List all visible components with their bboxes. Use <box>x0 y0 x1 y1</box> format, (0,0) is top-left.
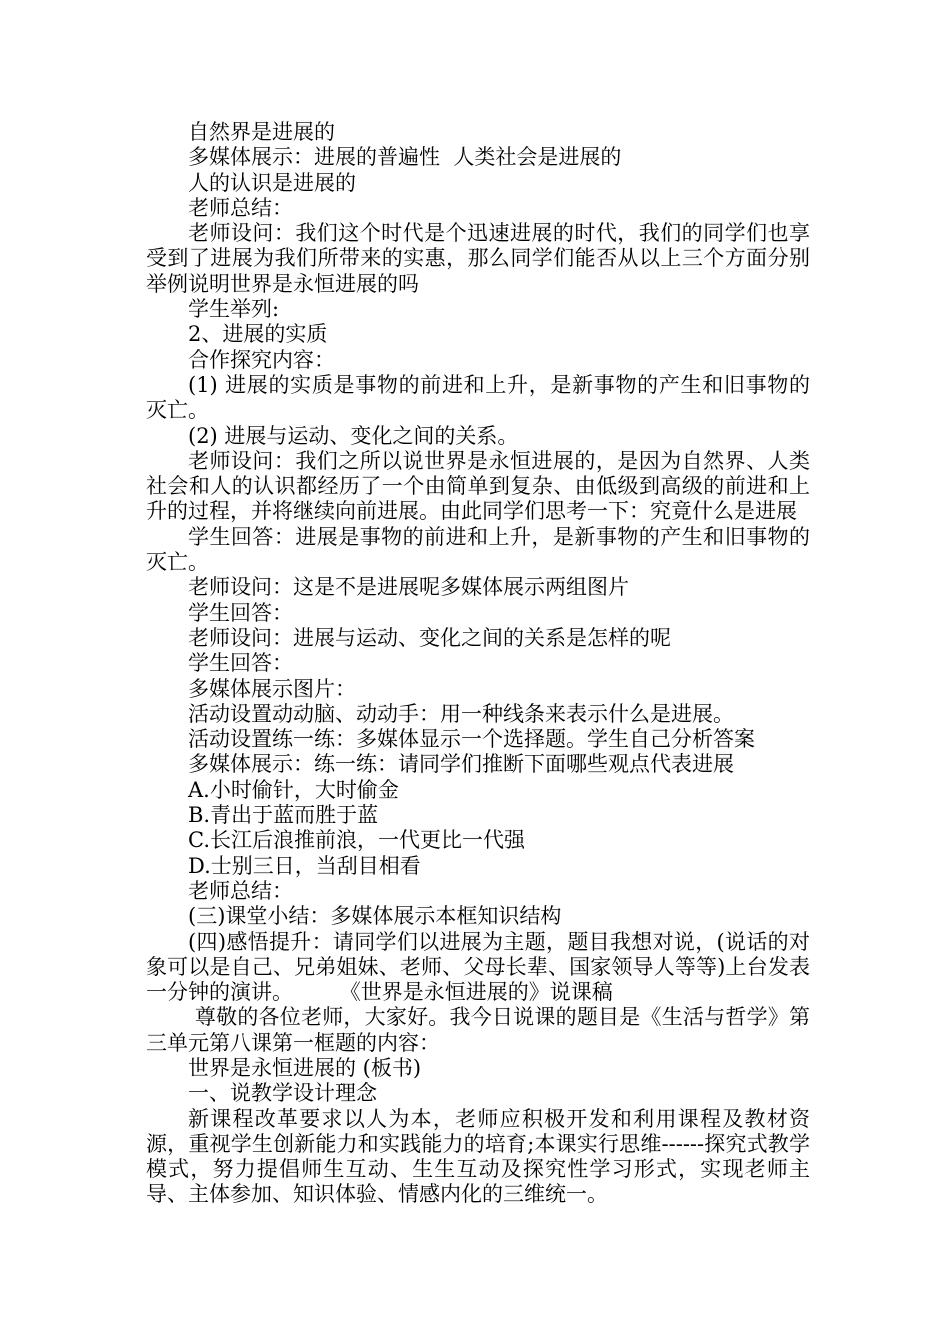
paragraph: 学生回答： <box>188 651 293 676</box>
paragraph: 老师设问：进展与运动、变化之间的关系是怎样的呢 <box>188 625 671 650</box>
option-a: A.小时偷针，大时偷金 <box>188 777 399 802</box>
paragraph: 多媒体展示：进展的普遍性 人类社会是进展的 <box>188 145 622 170</box>
paragraph: 多媒体展示：练一练：请同学们推断下面哪些观点代表进展 <box>188 752 734 777</box>
paragraph: 多媒体展示图片： <box>188 676 356 701</box>
paragraph: 老师设问：我们之所以说世界是永恒进展的，是因为自然界、人类社会和人的认识都经历了一个由简单到复杂、由低级到高级的前进和上升的过程，并将继续向前进展。由此同学们思考一下：究竟什么是进展 <box>146 448 810 524</box>
section-heading: 一、说教学设计理念 <box>188 1081 377 1106</box>
paragraph: 人的认识是进展的 <box>188 170 356 195</box>
paragraph: 学生回答：进展是事物的前进和上升，是新事物的产生和旧事物的灭亡。 <box>146 524 810 575</box>
paragraph: 自然界是进展的 <box>188 120 335 144</box>
paragraph: (四)感悟提升：请同学们以进展为主题，题目我想对说，(说话的对象可以是自己、兄弟姐妹、老师、父母长辈、国家领导人等等)上台发表一分钟的演讲。 《世界是永恒进展的》说课稿 <box>146 929 810 1005</box>
paragraph: 新课程改革要求以人为本，老师应积极开发和利用课程及教材资源，重视学生创新能力和实践能力的培育;本课实行思维------探究式教学模式，努力提倡师生互动、生生互动及探究性学习形式，实现老师主导、主体参加、知识体验、情感内化的三维统一。 <box>146 1106 810 1207</box>
paragraph: 学生举列: <box>188 297 280 322</box>
section-heading: 2、进展的实质 <box>188 322 328 347</box>
paragraph: 合作探究内容： <box>188 347 335 372</box>
paragraph: 老师总结： <box>188 195 293 220</box>
paragraph: 老师总结： <box>188 878 293 903</box>
paragraph: (1) 进展的实质是事物的前进和上升，是新事物的产生和旧事物的灭亡。 <box>146 372 810 423</box>
paragraph: 活动设置动动脑、动动手：用一种线条来表示什么是进展。 <box>188 701 734 726</box>
paragraph: (2) 进展与运动、变化之间的关系。 <box>188 423 519 448</box>
paragraph: 老师设问：我们这个时代是个迅速进展的时代，我们的同学们也享受到了进展为我们所带来的实惠，那么同学们能否从以上三个方面分别举例说明世界是永恒进展的吗 <box>146 221 810 296</box>
paragraph: 世界是永恒进展的 (板书) <box>188 1055 422 1080</box>
option-c: C.长江后浪推前浪，一代更比一代强 <box>188 828 525 853</box>
document-body <box>146 120 810 1208</box>
paragraph: 学生回答： <box>188 600 293 625</box>
paragraph: (三)课堂小结：多媒体展示本框知识结构 <box>188 904 562 929</box>
paragraph: 活动设置练一练：多媒体显示一个选择题。学生自己分析答案 <box>188 727 755 752</box>
option-b: B.青出于蓝而胜于蓝 <box>188 803 379 828</box>
option-d: D.士别三日，当刮目相看 <box>188 853 421 878</box>
paragraph: 老师设问：这是不是进展呢多媒体展示两组图片 <box>188 575 629 600</box>
paragraph: 尊敬的各位老师，大家好。我今日说课的题目是《生活与哲学》第三单元第八课第一框题的内容： <box>146 1005 810 1055</box>
